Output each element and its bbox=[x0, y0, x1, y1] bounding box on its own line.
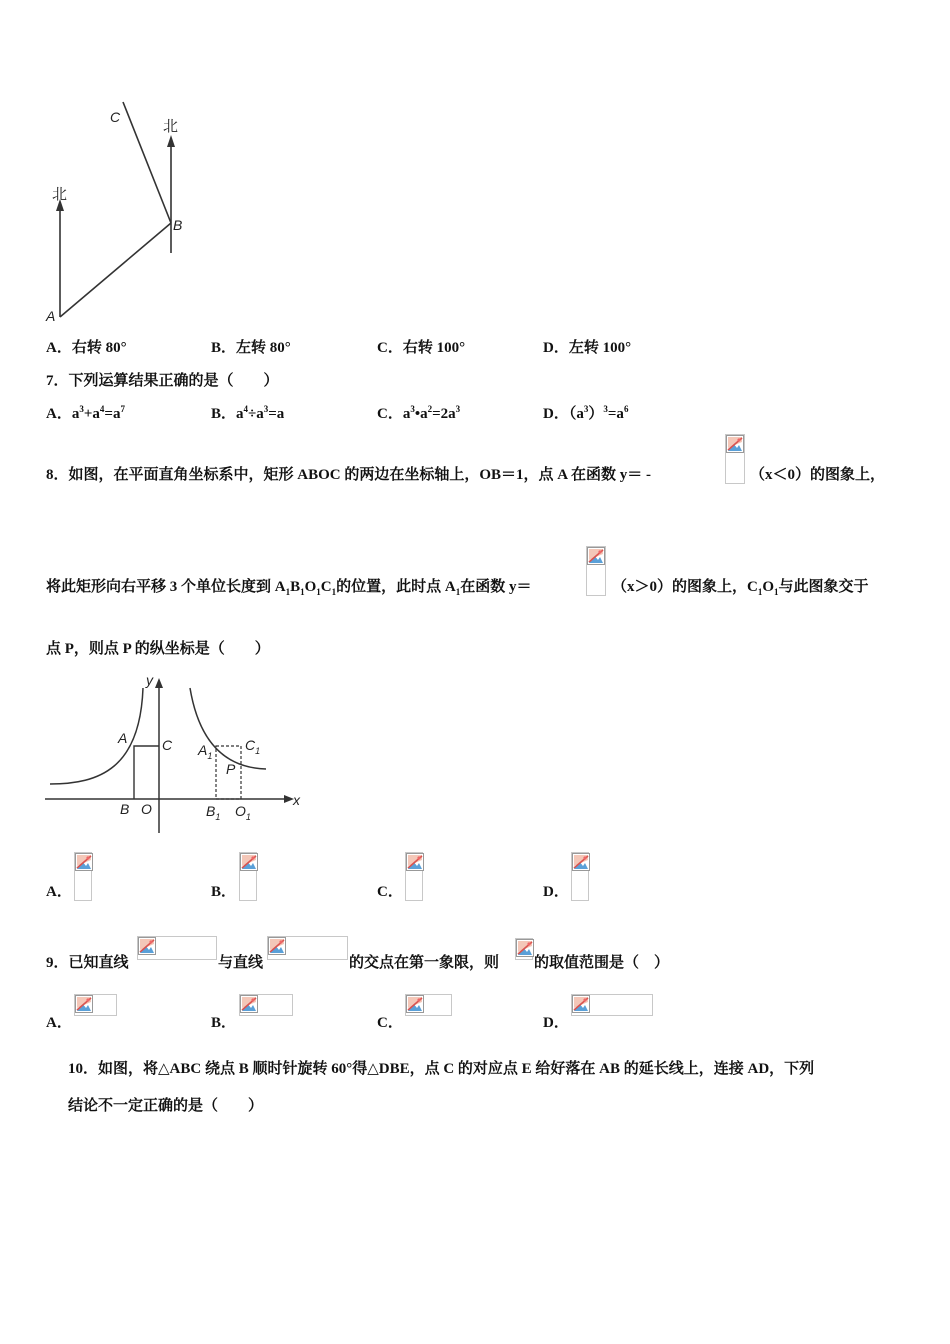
broken-image-icon bbox=[587, 547, 605, 565]
q7-option-b bbox=[211, 402, 284, 423]
q8-l2-rest2: 在函数 y＝ bbox=[460, 579, 532, 595]
broken-image-icon bbox=[572, 853, 590, 871]
q7-b-e2: ÷a bbox=[248, 406, 264, 422]
q7-a-e1: 3 bbox=[79, 404, 84, 414]
left-curve bbox=[50, 688, 143, 784]
q7-stem: 7．下列运算结果正确的是（ ） bbox=[46, 373, 279, 389]
q7-b-prefix: B． bbox=[211, 406, 237, 422]
q8-option-c: C． bbox=[377, 884, 403, 900]
q7-d-e3: 3 bbox=[603, 404, 608, 414]
q6-option-d: D．左转 100° bbox=[543, 340, 632, 356]
fig1-label-c: C bbox=[110, 109, 121, 125]
fig1-label-a: A bbox=[46, 308, 56, 324]
fig2-label-a: A bbox=[118, 730, 128, 746]
q9-part4: 的取值范围是（ ） bbox=[534, 955, 670, 971]
q7-b-e0: a bbox=[236, 406, 244, 422]
q8-option-c-image bbox=[405, 852, 423, 901]
q7-option-d bbox=[543, 402, 628, 423]
q8-l2-rest: 的位置，此时点 A bbox=[336, 579, 456, 595]
q9-option-a: A． bbox=[46, 1015, 72, 1031]
q7-d-e2: ） bbox=[588, 406, 604, 422]
fig2-label-b: B bbox=[120, 801, 130, 817]
q7-b-e1: 4 bbox=[243, 404, 249, 414]
fig2-label-x: x bbox=[293, 792, 300, 808]
q9-option-c-image bbox=[405, 994, 452, 1016]
broken-image-icon bbox=[572, 995, 590, 1013]
q8-option-d-image bbox=[571, 852, 589, 901]
q8-line1a: 8．如图，在平面直角坐标系中，矩形 ABOC 的两边在坐标轴上，OB＝1，点 A 在函数 y＝ - bbox=[46, 467, 652, 483]
q9-option-b: B． bbox=[211, 1015, 237, 1031]
q6-figure bbox=[40, 95, 200, 330]
q10-line2: 结论不一定正确的是（ ） bbox=[68, 1098, 264, 1114]
q8-l2-s2: 1 bbox=[300, 587, 305, 597]
q7-a-prefix: A． bbox=[46, 406, 72, 422]
broken-image-icon bbox=[406, 853, 424, 871]
y-axis-arrowhead bbox=[155, 678, 163, 688]
q6-option-b: B．左转 80° bbox=[211, 340, 291, 356]
q8-l2-b: B bbox=[290, 579, 301, 595]
q8-line2-end bbox=[612, 575, 869, 596]
q7-c-e3: 2 bbox=[427, 404, 433, 414]
q8-l2-c2: （x＞0）的图象上，C bbox=[612, 579, 758, 595]
q8-figure bbox=[40, 668, 310, 838]
q8-option-b-image bbox=[239, 852, 257, 901]
q7-a-e5: 7 bbox=[120, 404, 125, 414]
q7-a-e2: +a bbox=[83, 406, 100, 422]
broken-image-icon bbox=[726, 435, 744, 453]
q8-l2-s4: 1 bbox=[331, 587, 337, 597]
fig2-label-c1: $C_1$ bbox=[245, 737, 261, 756]
fig1-north-right: 北 bbox=[163, 117, 179, 135]
q8-l2-c: C bbox=[320, 579, 332, 595]
q8-l2-s5: 1 bbox=[455, 587, 461, 597]
q8-l2-o: O bbox=[304, 579, 317, 595]
q9-part2: 与直线 bbox=[218, 955, 264, 971]
q8-line1b: （x＜0）的图象上， bbox=[750, 467, 886, 483]
q7-option-a bbox=[46, 402, 125, 423]
fig2-label-o1: $O_1$ bbox=[235, 803, 251, 822]
q7-d-e1: 3 bbox=[583, 404, 589, 414]
broken-image-icon bbox=[240, 995, 258, 1013]
q8-l2-a: 将此矩形向右平移 3 个单位长度到 A bbox=[46, 579, 286, 595]
q7-d-e0: （a bbox=[568, 406, 584, 422]
north-arrowhead-b bbox=[167, 135, 175, 147]
broken-image-icon bbox=[516, 939, 534, 957]
broken-image-icon bbox=[138, 937, 156, 955]
q8-formula-image-2 bbox=[586, 546, 606, 596]
q8-option-d: D． bbox=[543, 884, 569, 900]
q8-l2-s3: 1 bbox=[316, 587, 321, 597]
segment-ab bbox=[60, 223, 171, 317]
rect-aboc bbox=[134, 746, 159, 799]
q7-d-prefix: D． bbox=[543, 406, 569, 422]
q8-l2-s7: 1 bbox=[774, 587, 779, 597]
fig2-label-b1: $B_1$ bbox=[206, 803, 221, 822]
q10-line1: 10．如图，将△ABC 绕点 B 顺时针旋转 60°得△DBE，点 C 的对应点 E 给好落在 AB 的延长线上，连接 AD，下列 bbox=[68, 1061, 815, 1077]
q7-c-e2: •a bbox=[414, 406, 428, 422]
q9-option-d: D． bbox=[543, 1015, 569, 1031]
q9-param-image bbox=[515, 938, 533, 960]
q7-c-e0: a bbox=[402, 406, 411, 422]
q8-option-b: B． bbox=[211, 884, 237, 900]
q9-line1-image bbox=[137, 936, 217, 960]
q8-l2-s6: 1 bbox=[757, 587, 763, 597]
broken-image-icon bbox=[75, 995, 93, 1013]
q9-line2-image bbox=[267, 936, 348, 960]
broken-image-icon bbox=[268, 937, 286, 955]
fig2-label-y: y bbox=[146, 672, 153, 688]
q9-option-c: C． bbox=[377, 1015, 403, 1031]
fig1-north-left: 北 bbox=[52, 185, 68, 203]
q8-l2-end: 与此图象交于 bbox=[778, 579, 869, 595]
q9-option-d-image bbox=[571, 994, 653, 1016]
q8-formula-image-1 bbox=[725, 434, 745, 484]
q8-l2-s1: 1 bbox=[285, 587, 291, 597]
q9-option-b-image bbox=[239, 994, 293, 1016]
fig1-label-b: B bbox=[173, 217, 183, 233]
q7-c-e1: 3 bbox=[410, 404, 415, 414]
q8-line3: 点 P，则点 P 的纵坐标是（ ） bbox=[46, 641, 270, 657]
q9-part3: 的交点在第一象限，则 bbox=[349, 955, 500, 971]
q6-option-a: A．右转 80° bbox=[46, 340, 127, 356]
q7-a-e4: =a bbox=[104, 406, 121, 422]
broken-image-icon bbox=[75, 853, 93, 871]
broken-image-icon bbox=[406, 995, 424, 1013]
q7-c-prefix: C． bbox=[377, 406, 403, 422]
fig2-label-c: C bbox=[162, 737, 173, 753]
q7-option-c bbox=[377, 402, 460, 423]
q6-option-c: C．右转 100° bbox=[377, 340, 466, 356]
q7-d-e4: =a bbox=[607, 406, 624, 422]
fig2-label-o: O bbox=[141, 801, 152, 817]
q7-a-e3: 4 bbox=[99, 404, 105, 414]
q8-line2 bbox=[46, 575, 531, 596]
q9-part1: 9．已知直线 bbox=[46, 955, 129, 971]
q7-c-e4: =2a bbox=[432, 406, 456, 422]
q7-b-e3: 3 bbox=[263, 404, 269, 414]
q9-option-a-image bbox=[74, 994, 117, 1016]
fig2-label-a1: $A_1$ bbox=[198, 742, 213, 761]
q7-d-e5: 6 bbox=[623, 404, 629, 414]
q8-option-a-image bbox=[74, 852, 92, 901]
fig2-label-p: P bbox=[226, 761, 236, 777]
q8-option-a: A． bbox=[46, 884, 72, 900]
q7-b-e4: =a bbox=[268, 406, 285, 422]
broken-image-icon bbox=[240, 853, 258, 871]
q8-l2-o2: O bbox=[762, 579, 775, 595]
q7-a-e0: a bbox=[71, 406, 80, 422]
q7-c-e5: 3 bbox=[455, 404, 461, 414]
